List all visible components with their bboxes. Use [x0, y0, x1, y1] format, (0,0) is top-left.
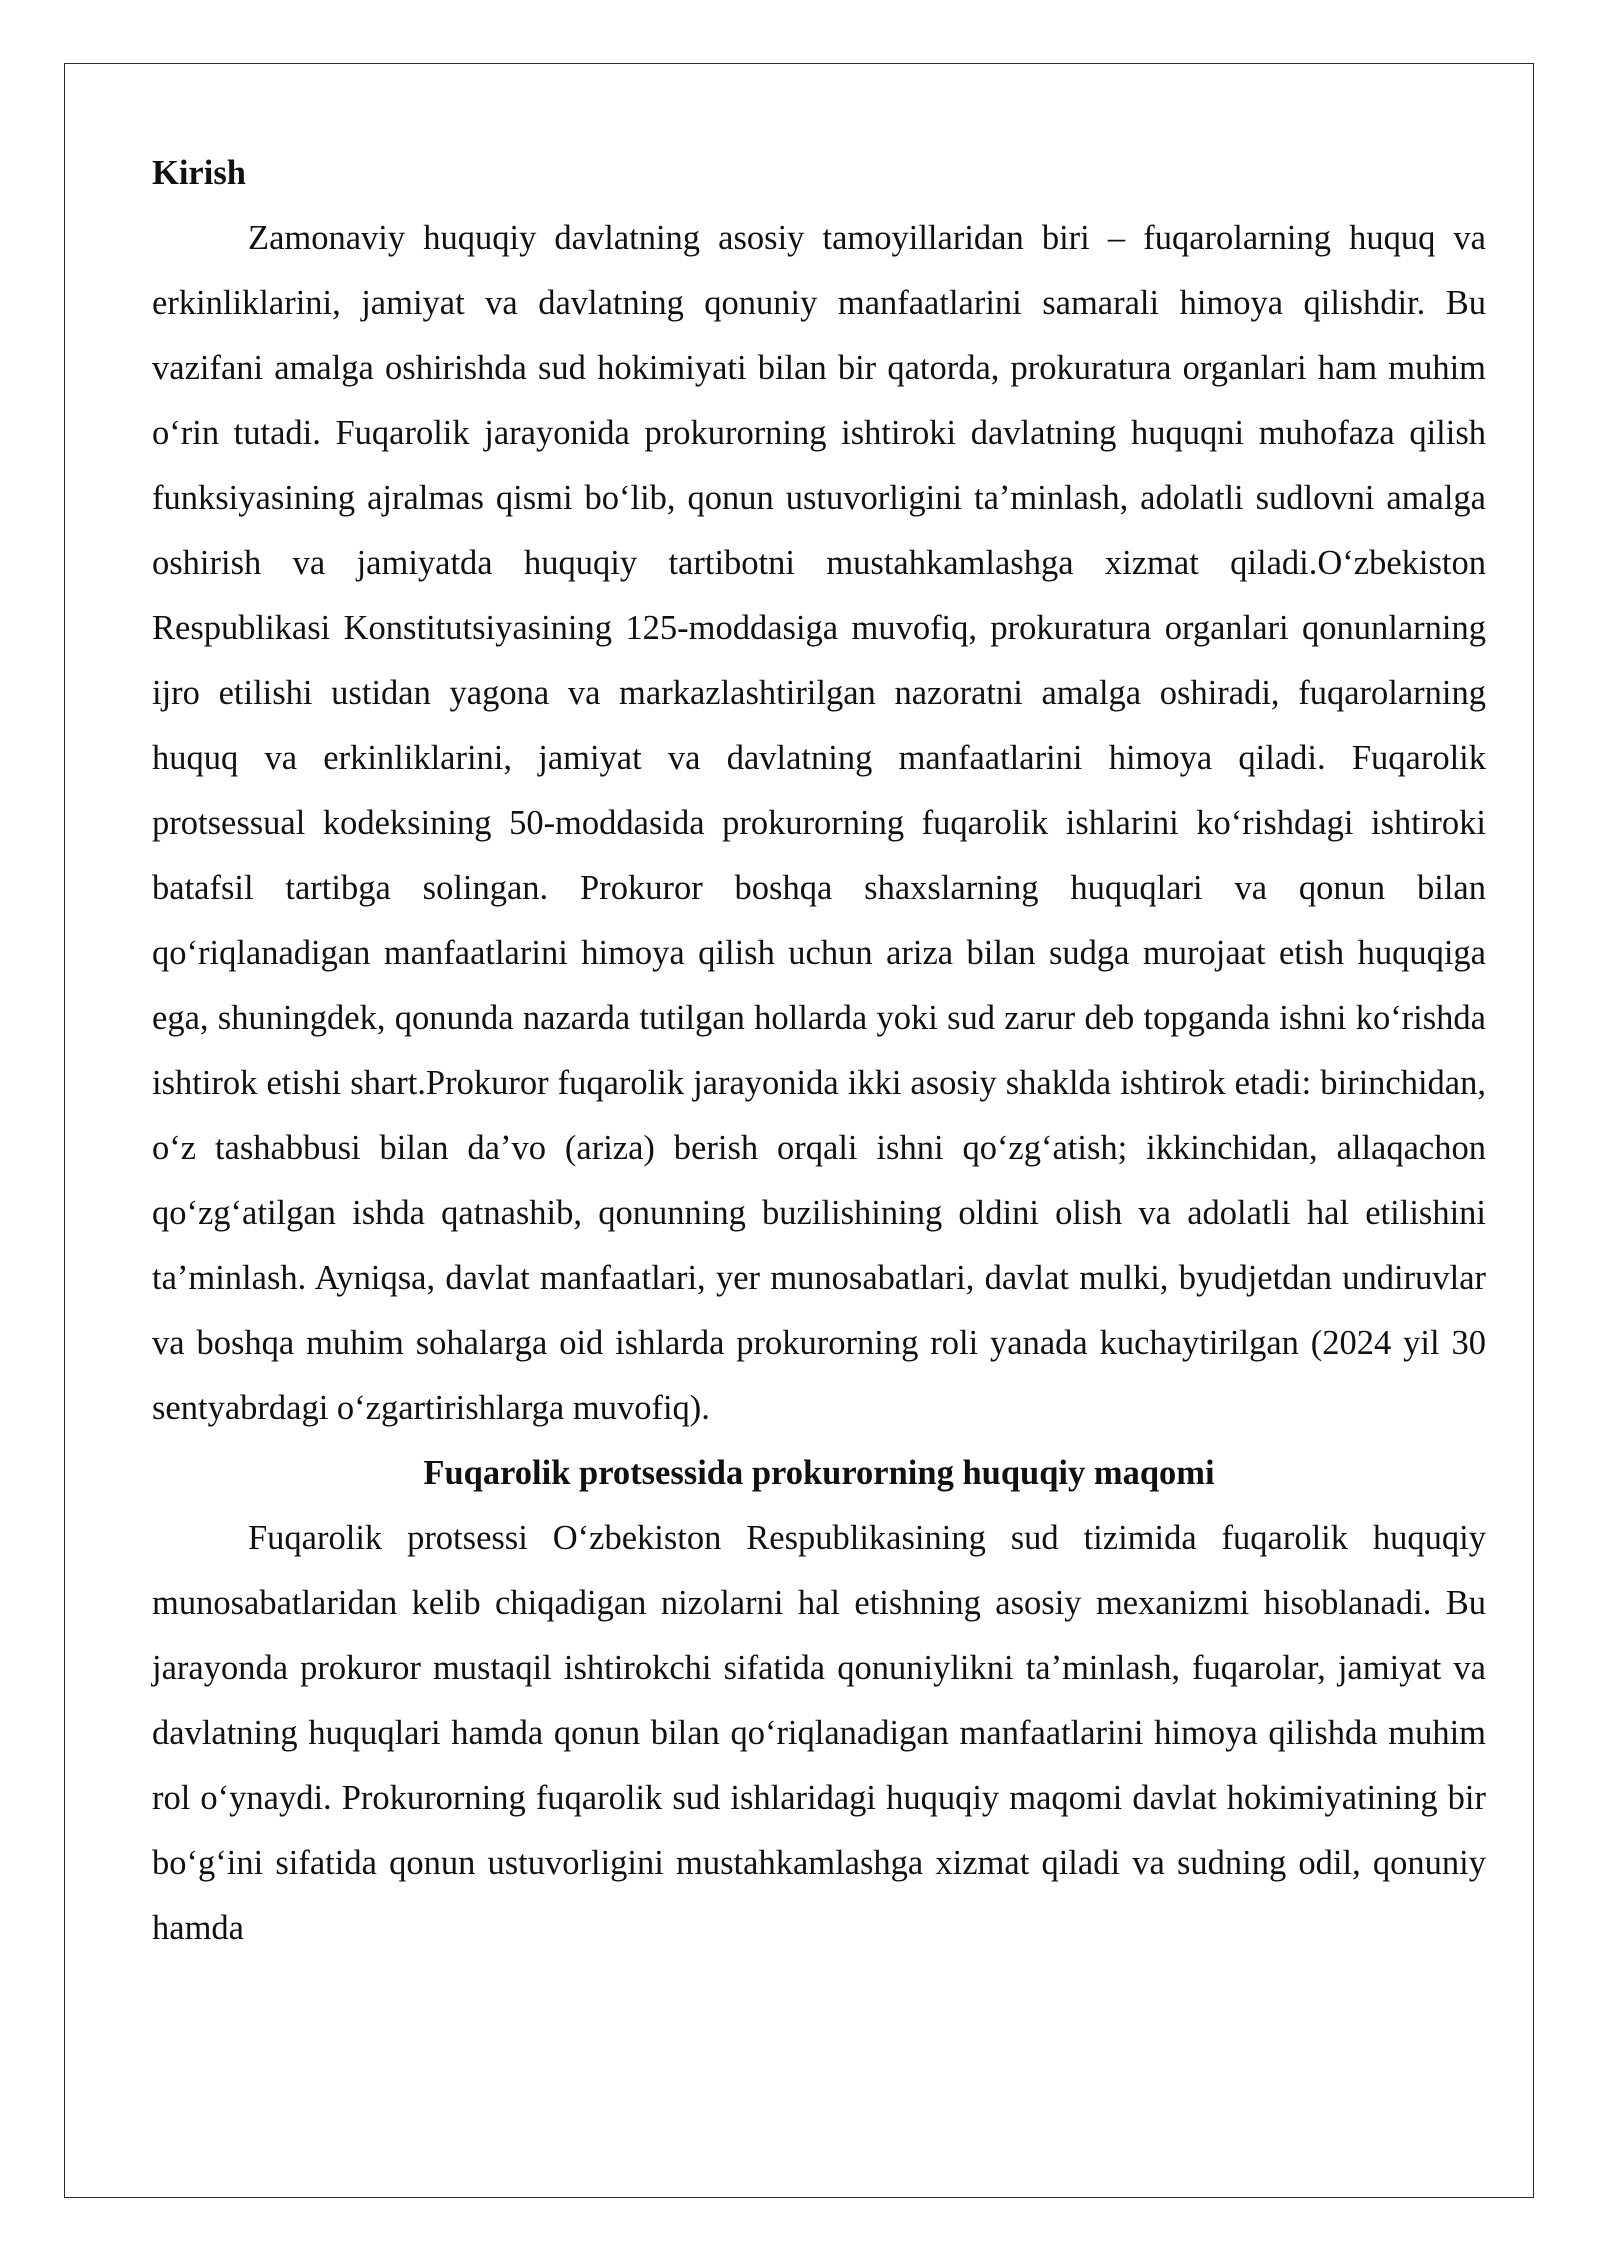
introduction-paragraph: Zamonaviy huquqiy davlatning asosiy tamoyillaridan biri – fuqarolarning huquq va erkinliklarini, jamiyat va davlatning qonuniy manfaatlarini samarali himoya qilishdir. Bu vazifani amalga oshirishda sud hokimiyati bilan bir qatorda, prokuratura organlari ham muhim oʻrin tutadi. Fuqarolik jarayonida prokurorning ishtiroki davlatning huquqni muhofaza qilish funksiyasining ajralmas qismi boʻlib, qonun ustuvorligini taʼminlash, adolatli sudlovni amalga oshirish va jamiyatda huquqiy tartibotni mustahkamlashga xizmat qiladi.Oʻzbekiston Respublikasi Konstitutsiyasining 125-moddasiga muvofiq, prokuratura organlari qonunlarning ijro etilishi ustidan yagona va markazlashtirilgan nazoratni amalga oshiradi, fuqarolarning huquq va erkinliklarini, jamiyat va davlatning manfaatlarini himoya qiladi. Fuqarolik protsessual kodeksining 50-moddasida prokurorning fuqarolik ishlarini koʻrishdagi ishtiroki batafsil tartibga solingan. Prokuror boshqa shaxslarning huquqlari va qonun bilan qoʻriqlanadigan manfaatlarini himoya qilish uchun ariza bilan sudga murojaat etish huquqiga ega, shuningdek, qonunda nazarda tutilgan hollarda yoki sud zarur deb topganda ishni koʻrishda ishtirok etishi shart.Prokuror fuqarolik jarayonida ikki asosiy shaklda ishtirok etadi: birinchidan, oʻz tashabbusi bilan daʼvo (ariza) berish orqali ishni qoʻzgʻatish; ikkinchidan, allaqachon qoʻzgʻatilgan ishda qatnashib, qonunning buzilishining oldini olish va adolatli hal etilishini taʼminlash. Ayniqsa, davlat manfaatlari, yer munosabatlari, davlat mulki, byudjetdan undiruvlar va boshqa muhim sohalarga oid ishlarda prokurorning roli yanada kuchaytirilgan (2024 yil 30 sentyabrdagi oʻzgartirishlarga muvofiq).: [152, 219, 1486, 1427]
section-title-kirish: Kirish: [152, 154, 246, 192]
document-body: [152, 141, 1486, 1961]
section-title-legal-status: Fuqarolik protsessida prokurorning huquqiy maqomi: [423, 1454, 1215, 1492]
legal-status-paragraph: Fuqarolik protsessi Oʻzbekiston Respublikasining sud tizimida fuqarolik huquqiy munosabatlaridan kelib chiqadigan nizolarni hal etishning asosiy mexanizmi hisoblanadi. Bu jarayonda prokuror mustaqil ishtirokchi sifatida qonuniylikni taʼminlash, fuqarolar, jamiyat va davlatning huquqlari hamda qonun bilan qoʻriqlanadigan manfaatlarini himoya qilishda muhim rol oʻynaydi. Prokurorning fuqarolik sud ishlaridagi huquqiy maqomi davlat hokimiyatining bir boʻgʻini sifatida qonun ustuvorligini mustahkamlashga xizmat qiladi va sudning odil, qonuniy hamda: [152, 1519, 1486, 1947]
